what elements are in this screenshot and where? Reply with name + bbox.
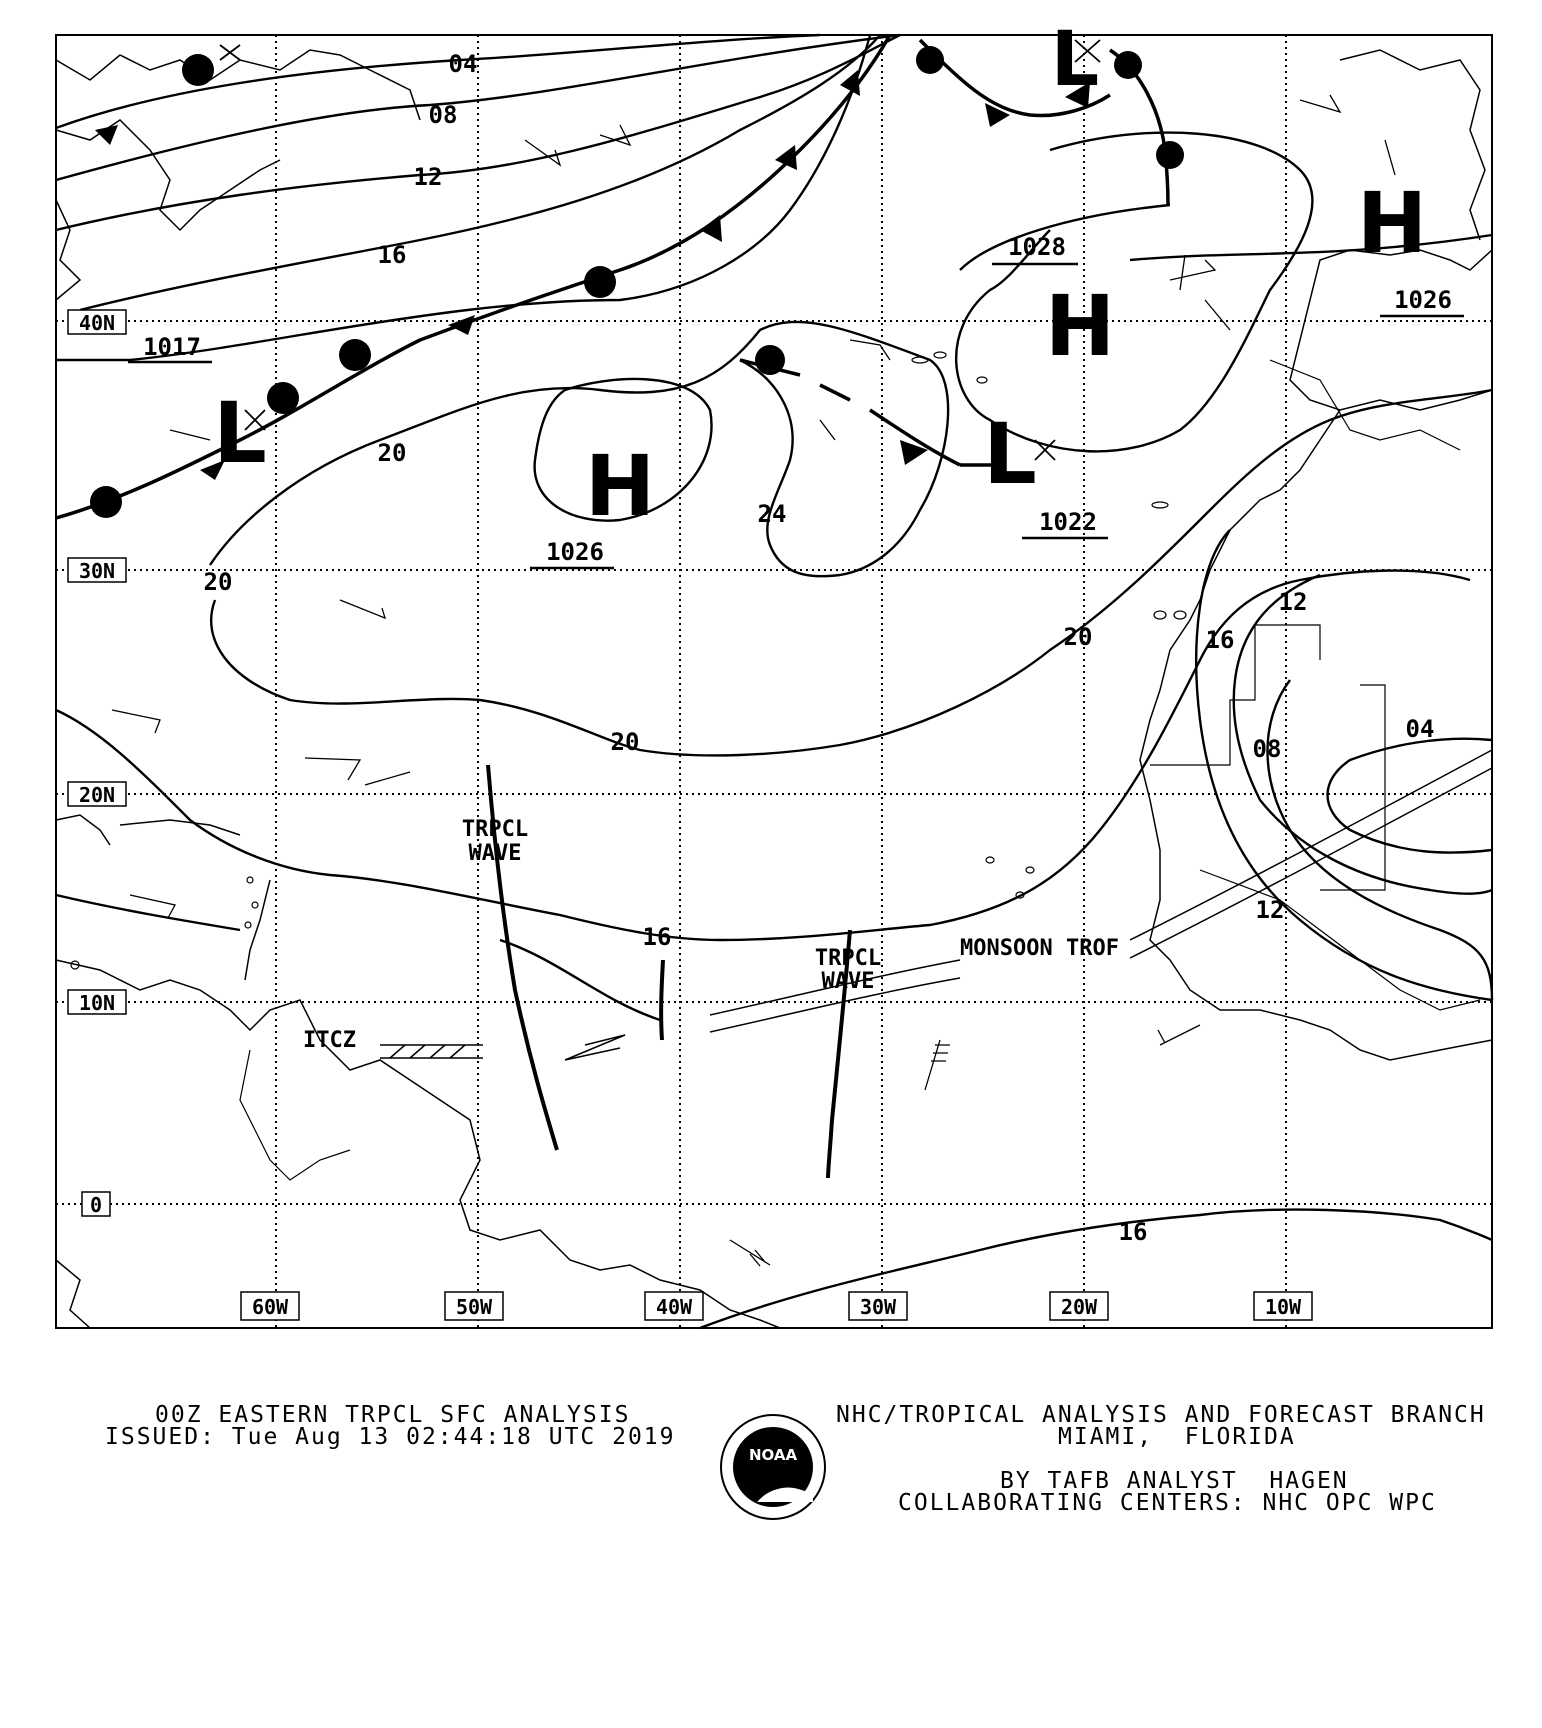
low-center-value: 1017	[143, 333, 201, 361]
high-center-letter: H	[1044, 277, 1116, 375]
tropical-wave-label: TRPCL	[814, 946, 882, 971]
lon-label-50w: 50W	[455, 1295, 493, 1319]
analyst-name: BY TAFB ANALYST HAGEN	[1000, 1468, 1349, 1494]
isobar-label: 08	[428, 101, 458, 129]
lon-label-30w: 30W	[859, 1295, 897, 1319]
isobar-label: 08	[1252, 735, 1282, 763]
isobar-label: 16	[1205, 626, 1235, 654]
high-center-value: 1026	[546, 538, 604, 566]
isobar-label: 20	[203, 568, 233, 596]
isobar-label: 20	[1063, 623, 1093, 651]
isobar-label: 12	[1255, 896, 1285, 924]
isobar-label: 04	[448, 50, 478, 78]
isobar-label: 16	[1118, 1218, 1148, 1246]
isobar-label: 04	[1405, 715, 1435, 743]
agency-name: NHC/TROPICAL ANALYSIS AND FORECAST BRANCH	[836, 1402, 1486, 1428]
lat-label-30n: 30N	[78, 559, 116, 583]
low-center-letter: L	[213, 384, 267, 482]
isobar-label: 16	[377, 241, 407, 269]
lat-label-0: 0	[89, 1193, 103, 1217]
tropical-wave-label: TRPCL	[461, 817, 529, 842]
isobar-label: 20	[610, 728, 640, 756]
isobar-label: 20	[377, 439, 407, 467]
isobar-label: 12	[413, 163, 443, 191]
lon-label-20w: 20W	[1060, 1295, 1098, 1319]
lat-label-10n: 10N	[78, 991, 116, 1015]
agency-location: MIAMI, FLORIDA	[1058, 1424, 1296, 1450]
isobar-label: 12	[1278, 588, 1308, 616]
isobar-label: 24	[757, 500, 787, 528]
high-center-value: 1026	[1394, 286, 1452, 314]
low-center-value: 1022	[1039, 508, 1097, 536]
low-center-letter: L	[983, 405, 1037, 503]
issued-time: ISSUED: Tue Aug 13 02:44:18 UTC 2019	[105, 1424, 676, 1450]
lat-label-40n: 40N	[78, 311, 116, 335]
tropical-wave-label: WAVE	[468, 841, 522, 866]
noaa-logo-text: NOAA	[748, 1446, 798, 1464]
high-center-letter: H	[1356, 174, 1428, 272]
itcz-label: ITCZ	[303, 1028, 356, 1053]
lon-label-40w: 40W	[655, 1295, 693, 1319]
high-center-value: 1028	[1008, 233, 1066, 261]
tropical-wave-label: WAVE	[821, 969, 875, 994]
lat-label-20n: 20N	[78, 783, 116, 807]
product-title: 00Z EASTERN TRPCL SFC ANALYSIS	[155, 1402, 631, 1428]
monsoon-trough-label: MONSOON TROF	[960, 936, 1119, 961]
lon-label-60w: 60W	[251, 1295, 289, 1319]
collaborating-centers: COLLABORATING CENTERS: NHC OPC WPC	[898, 1490, 1437, 1516]
high-center-letter: H	[584, 437, 656, 535]
lon-label-10w: 10W	[1264, 1295, 1302, 1319]
noaa-logo	[718, 1412, 828, 1522]
isobar-label: 16	[642, 923, 672, 951]
low-center-letter: L	[1050, 14, 1100, 103]
